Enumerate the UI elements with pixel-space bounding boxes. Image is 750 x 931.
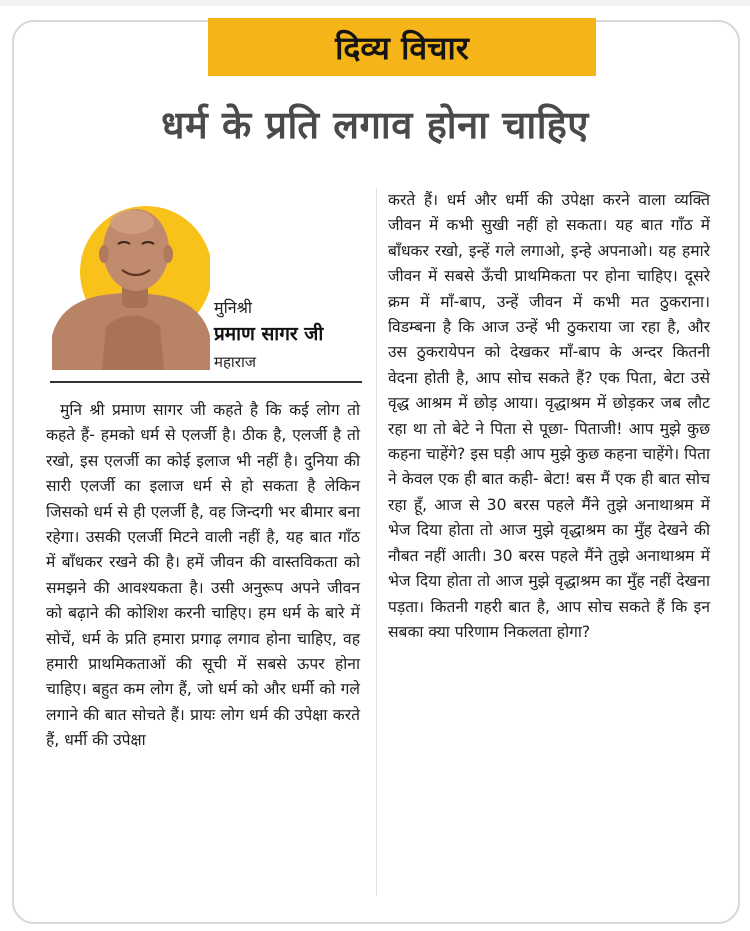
byline-rule [50, 381, 362, 383]
author-photo [52, 186, 210, 370]
author-name: प्रमाण सागर जी [214, 323, 324, 345]
article-text-col2: करते हैं। धर्म और धर्मी की उपेक्षा करने वाला व्यक्ति जीवन में कभी सुखी नहीं हो सकता। यह बात गाँठ में बाँधकर रखो, इन्हें गले लगाओ, इन्हे अपनाओ। यह हमारे जीवन में सबसे ऊँची प्राथमिकता पर होना चाहिए। दूसरे क्रम में माँ-बाप, उन्हें जीवन में कभी मत ठुकराना। विडम्बना है कि आज उन्हें भी ठुकराया जा रहा है, और उस ठुकरायेपन को देखकर माँ-बाप के अन्दर कितनी वेदना होती है, आप सोच सकते हैं? एक पिता, बेटा उसे वृद्ध आश्रम में छोड़ आया। वृद्धाश्रम में छोड़कर जब लौट रहा था तो बेटे ने पिता से पूछा- पिताजी! आप मुझे कुछ कहना चाहेंगे? इस घड़ी आप मुझे कुछ कहना चाहेंगे। पिता ने केवल एक ही बात कही- बेटा! बस मैं एक ही बात सोच रहा हूँ, आज से 30 बरस पहले मैंने तुझे अनाथाश्रम में भेज दिया होता तो आज मुझे वृद्धाश्रम का मुँह देखने की नौबत नहीं आती। 30 बरस पहले मैंने तुझे अनाथाश्रम में भेज दिया होता तो आज मुझे वृद्धाश्रम का मुँह नहीं देखना पड़ता। कितनी गहरी बात है, आप सोच सकते हैं कि इन सबका क्या परिणाम निकलता होगा? [388, 191, 710, 641]
article-column-1 [46, 398, 360, 754]
author-byline [214, 296, 323, 372]
author-prefix: मुनिश्री [214, 298, 253, 317]
headline: धर्म के प्रति लगाव होना चाहिए [161, 103, 589, 147]
author-suffix: महाराज [214, 353, 256, 371]
column-divider [376, 188, 377, 896]
section-banner-label: दिव्य विचार [335, 28, 469, 67]
section-banner [208, 18, 596, 76]
article-column-2 [388, 188, 710, 645]
top-strip [0, 0, 750, 6]
article-text-col1: मुनि श्री प्रमाण सागर जी कहते है कि कई लोग तो कहते हैं- हमको धर्म से एलर्जी है। ठीक है, एलर्जी है तो रखो, इस एलर्जी का कोई इलाज भी नहीं है। दुनिया की सारी एलर्जी का इलाज धर्म से हो सकता है लेकिन जिसको धर्म से ही एलर्जी है, वह जिन्दगी भर बीमार बना रहेगा। उसकी एलर्जी मिटने वाली नहीं है, यह बात गाँठ में बाँधकर रखने की है। हमें जीवन की वास्तविकता को समझने की आवश्यकता है। उसी अनुरूप अपने जीवन को बढ़ाने की कोशिश करनी चाहिए। हम धर्म के बारे में सोचें, धर्म के प्रति हमारा प्रगाढ़ लगाव होना चाहिए, वह हमारी प्राथमिकताओं की सूची में सबसे ऊपर होना चाहिए। बहुत कम लोग हैं, जो धर्म को और धर्मी को गले लगाने की बात सोचते हैं। प्रायः लोग धर्म की उपेक्षा करते हैं, धर्मी की उपेक्षा [46, 401, 360, 750]
